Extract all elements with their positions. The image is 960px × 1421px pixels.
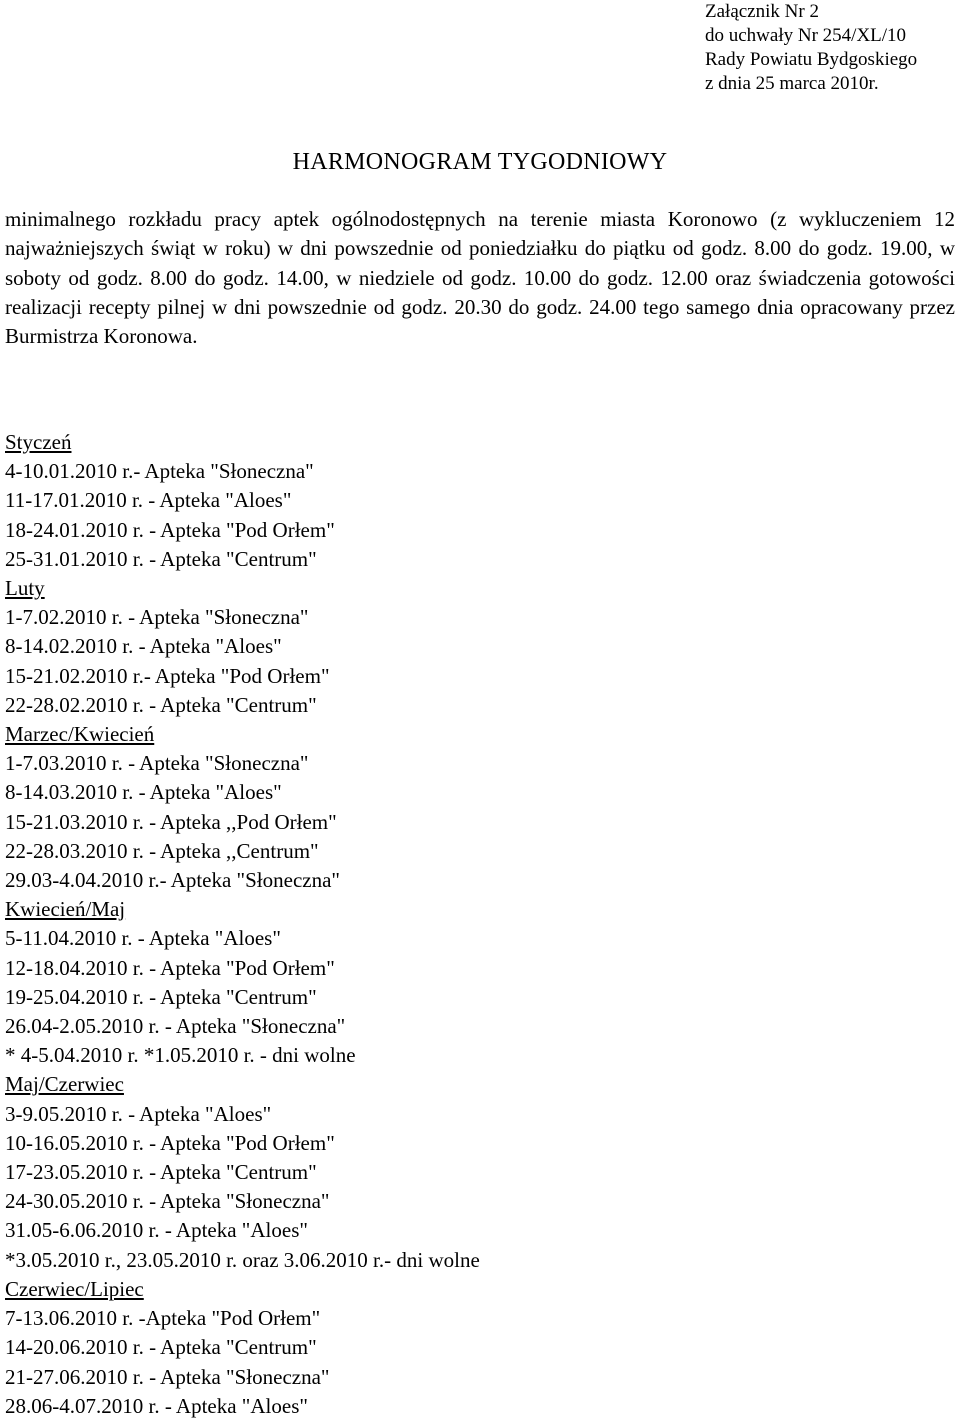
schedule-entry: * 4-5.04.2010 r. *1.05.2010 r. - dni wolne — [5, 1043, 356, 1068]
schedule-entry: 4-10.01.2010 r.- Apteka "Słoneczna" — [5, 459, 314, 484]
month-heading: Kwiecień/Maj — [5, 897, 126, 922]
schedule-entry: 15-21.03.2010 r. - Apteka ,,Pod Orłem" — [5, 809, 337, 834]
schedule-entry: 1-7.03.2010 r. - Apteka "Słoneczna" — [5, 751, 309, 776]
month-heading: Styczeń — [5, 430, 72, 454]
attachment-note-line: Załącznik Nr 2 — [705, 1, 819, 22]
schedule-entry: 22-28.03.2010 r. - Apteka ,,Centrum" — [5, 838, 319, 863]
month-heading: Czerwiec/Lipiec — [5, 1276, 144, 1301]
schedule-entry: 7-13.06.2010 r. -Apteka "Pod Orłem" — [5, 1306, 321, 1331]
schedule-entry: 8-14.03.2010 r. - Apteka "Aloes" — [5, 780, 282, 805]
schedule-entry: 25-31.01.2010 r. - Apteka "Centrum" — [5, 546, 317, 571]
schedule-entry: 11-17.01.2010 r. - Apteka "Aloes" — [5, 488, 292, 513]
schedule-section — [5, 720, 945, 895]
month-heading: Maj/Czerwiec — [5, 1072, 124, 1097]
schedule-entry: 12-18.04.2010 r. - Apteka "Pod Orłem" — [5, 955, 335, 980]
schedule-entry: 15-21.02.2010 r.- Apteka "Pod Orłem" — [5, 663, 330, 688]
schedule-entry: 21-27.06.2010 r. - Apteka "Słoneczna" — [5, 1364, 330, 1389]
attachment-note-line: z dnia 25 marca 2010r. — [705, 73, 879, 94]
schedule-section — [5, 428, 945, 574]
schedule-entry: 29.03-4.04.2010 r.- Apteka "Słoneczna" — [5, 868, 340, 893]
schedule-list — [5, 428, 945, 1421]
month-heading: Luty — [5, 576, 45, 601]
schedule-entry: 19-25.04.2010 r. - Apteka "Centrum" — [5, 984, 317, 1009]
schedule-section — [5, 1275, 945, 1421]
document-title: HARMONOGRAM TYGODNIOWY — [292, 149, 668, 175]
schedule-section — [5, 1070, 945, 1274]
schedule-entry: 17-23.05.2010 r. - Apteka "Centrum" — [5, 1160, 317, 1185]
intro-paragraph: minimalnego rozkładu pracy aptek ogólnodostępnych na terenie miasta Koronowo (z wykluczeniem 12 najważniejszych świąt w roku) w dni powszednie od poniedziałku do piątku od godz. 8.00 do godz. 19.00, w soboty od godz. 8.00 do godz. 14.00, w niedziele od godz. 10.00 do godz. 12.00 oraz świadczenia gotowości realizacji recepty pilnej w dni powszednie od godz. 20.30 do godz. 24.00 tego samego dnia opracowany przez Burmistrza Koronowa. — [5, 207, 955, 349]
schedule-entry: 31.05-6.06.2010 r. - Apteka "Aloes" — [5, 1218, 308, 1243]
attachment-note-line: do uchwały Nr 254/XL/10 — [705, 25, 907, 46]
schedule-section — [5, 895, 945, 1070]
schedule-entry: 22-28.02.2010 r. - Apteka "Centrum" — [5, 692, 317, 717]
schedule-entry: 14-20.06.2010 r. - Apteka "Centrum" — [5, 1335, 317, 1360]
schedule-entry: 10-16.05.2010 r. - Apteka "Pod Orłem" — [5, 1130, 335, 1155]
schedule-entry: 3-9.05.2010 r. - Apteka "Aloes" — [5, 1101, 272, 1126]
schedule-entry: 26.04-2.05.2010 r. - Apteka "Słoneczna" — [5, 1014, 346, 1039]
month-heading: Marzec/Kwiecień — [5, 722, 155, 747]
schedule-entry: 5-11.04.2010 r. - Apteka "Aloes" — [5, 926, 281, 951]
schedule-entry: 18-24.01.2010 r. - Apteka "Pod Orłem" — [5, 517, 335, 542]
attachment-note — [705, 0, 917, 96]
schedule-entry: 1-7.02.2010 r. - Apteka "Słoneczna" — [5, 605, 309, 630]
schedule-section — [5, 574, 945, 720]
schedule-entry: 28.06-4.07.2010 r. - Apteka "Aloes" — [5, 1393, 308, 1418]
attachment-note-line: Rady Powiatu Bydgoskiego — [705, 49, 918, 70]
schedule-entry: *3.05.2010 r., 23.05.2010 r. oraz 3.06.2010 r.- dni wolne — [5, 1247, 480, 1272]
schedule-entry: 8-14.02.2010 r. - Apteka "Aloes" — [5, 634, 282, 659]
schedule-entry: 24-30.05.2010 r. - Apteka "Słoneczna" — [5, 1189, 330, 1214]
